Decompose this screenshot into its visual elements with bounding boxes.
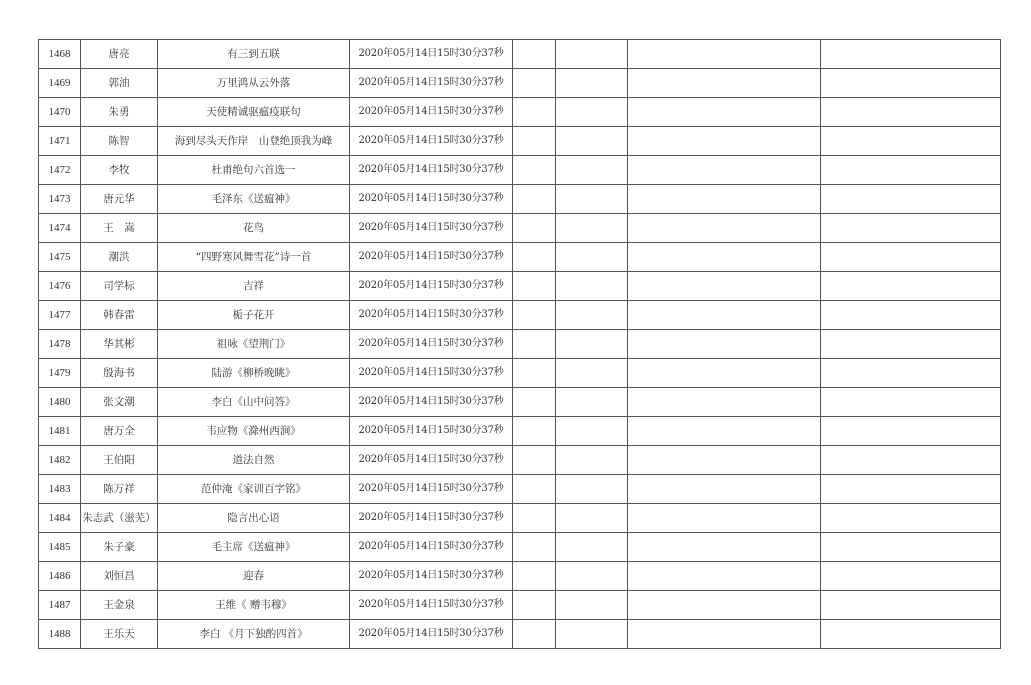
entry-title: 陆游《柳桥晚眺》: [158, 359, 350, 388]
empty-cell: [821, 388, 1001, 417]
table-row: [39, 243, 1001, 272]
empty-cell: [556, 127, 628, 156]
entry-title: 海到尽头天作岸 山登绝顶我为峰: [158, 127, 350, 156]
entry-name: 郭油: [81, 69, 158, 98]
entry-name: 唐万全: [81, 417, 158, 446]
table-row: [39, 446, 1001, 475]
entry-title: 花鸟: [158, 214, 350, 243]
entry-name: 张文潮: [81, 388, 158, 417]
entry-id: 1478: [39, 330, 81, 359]
entry-time: 2020年05月14日15时30分37秒: [350, 214, 513, 243]
empty-cell: [513, 417, 556, 446]
empty-cell: [513, 475, 556, 504]
table-row: [39, 98, 1001, 127]
entry-name: 韩春雷: [81, 301, 158, 330]
empty-cell: [821, 620, 1001, 649]
empty-cell: [556, 185, 628, 214]
entry-time: 2020年05月14日15时30分37秒: [350, 562, 513, 591]
empty-cell: [821, 475, 1001, 504]
empty-cell: [513, 388, 556, 417]
empty-cell: [556, 562, 628, 591]
empty-cell: [556, 330, 628, 359]
empty-cell: [513, 359, 556, 388]
entry-name: 唐亮: [81, 40, 158, 69]
entry-title: 迎春: [158, 562, 350, 591]
entry-id: 1469: [39, 69, 81, 98]
empty-cell: [821, 562, 1001, 591]
entry-id: 1470: [39, 98, 81, 127]
entry-time: 2020年05月14日15时30分37秒: [350, 620, 513, 649]
empty-cell: [513, 446, 556, 475]
empty-cell: [556, 417, 628, 446]
table-row: [39, 359, 1001, 388]
entry-title: 韦应物《滁州西涧》: [158, 417, 350, 446]
table-row: [39, 40, 1001, 69]
entry-id: 1479: [39, 359, 81, 388]
empty-cell: [556, 620, 628, 649]
entry-time: 2020年05月14日15时30分37秒: [350, 417, 513, 446]
entry-title: 祖咏《望荆门》: [158, 330, 350, 359]
table-row: [39, 417, 1001, 446]
entry-id: 1484: [39, 504, 81, 533]
empty-cell: [821, 214, 1001, 243]
empty-cell: [556, 98, 628, 127]
empty-cell: [628, 446, 821, 475]
entry-time: 2020年05月14日15时30分37秒: [350, 446, 513, 475]
empty-cell: [628, 504, 821, 533]
empty-cell: [556, 359, 628, 388]
entry-id: 1477: [39, 301, 81, 330]
empty-cell: [628, 359, 821, 388]
entries-table: [38, 39, 1001, 649]
table-row: [39, 620, 1001, 649]
empty-cell: [513, 98, 556, 127]
entry-time: 2020年05月14日15时30分37秒: [350, 301, 513, 330]
empty-cell: [821, 446, 1001, 475]
empty-cell: [556, 214, 628, 243]
empty-cell: [821, 69, 1001, 98]
entry-name: 王金泉: [81, 591, 158, 620]
empty-cell: [556, 243, 628, 272]
empty-cell: [513, 272, 556, 301]
entry-id: 1486: [39, 562, 81, 591]
empty-cell: [628, 156, 821, 185]
entry-name: 华其彬: [81, 330, 158, 359]
empty-cell: [513, 156, 556, 185]
empty-cell: [821, 156, 1001, 185]
entry-title: 天使精诚驱瘟疫联句: [158, 98, 350, 127]
empty-cell: [513, 127, 556, 156]
entry-title: “四野寒风舞雪花”诗一首: [158, 243, 350, 272]
table-row: [39, 562, 1001, 591]
entry-id: 1487: [39, 591, 81, 620]
empty-cell: [821, 330, 1001, 359]
empty-cell: [628, 330, 821, 359]
empty-cell: [628, 185, 821, 214]
table-row: [39, 214, 1001, 243]
empty-cell: [628, 620, 821, 649]
entry-id: 1468: [39, 40, 81, 69]
entry-time: 2020年05月14日15时30分37秒: [350, 40, 513, 69]
entry-id: 1473: [39, 185, 81, 214]
entry-name: 唐元华: [81, 185, 158, 214]
entry-time: 2020年05月14日15时30分37秒: [350, 359, 513, 388]
entry-id: 1472: [39, 156, 81, 185]
empty-cell: [628, 301, 821, 330]
table-row: [39, 69, 1001, 98]
empty-cell: [556, 446, 628, 475]
entry-time: 2020年05月14日15时30分37秒: [350, 127, 513, 156]
empty-cell: [628, 533, 821, 562]
entry-time: 2020年05月14日15时30分37秒: [350, 591, 513, 620]
entry-name: 殷海书: [81, 359, 158, 388]
empty-cell: [513, 533, 556, 562]
empty-cell: [821, 591, 1001, 620]
table-row: [39, 272, 1001, 301]
empty-cell: [821, 243, 1001, 272]
empty-cell: [513, 562, 556, 591]
empty-cell: [556, 156, 628, 185]
entry-id: 1471: [39, 127, 81, 156]
table-row: [39, 127, 1001, 156]
empty-cell: [556, 533, 628, 562]
empty-cell: [556, 504, 628, 533]
empty-cell: [513, 591, 556, 620]
entry-name: 朱勇: [81, 98, 158, 127]
entry-time: 2020年05月14日15时30分37秒: [350, 330, 513, 359]
empty-cell: [821, 127, 1001, 156]
table-row: [39, 301, 1001, 330]
entry-title: 李白 《月下独酌四首》: [158, 620, 350, 649]
entry-id: 1485: [39, 533, 81, 562]
empty-cell: [628, 69, 821, 98]
empty-cell: [821, 533, 1001, 562]
empty-cell: [628, 562, 821, 591]
table-row: [39, 475, 1001, 504]
entry-id: 1481: [39, 417, 81, 446]
entry-time: 2020年05月14日15时30分37秒: [350, 69, 513, 98]
entry-name: 王伯阳: [81, 446, 158, 475]
empty-cell: [821, 301, 1001, 330]
empty-cell: [628, 591, 821, 620]
empty-cell: [513, 40, 556, 69]
empty-cell: [513, 69, 556, 98]
empty-cell: [821, 272, 1001, 301]
entry-id: 1475: [39, 243, 81, 272]
table-row: [39, 591, 1001, 620]
empty-cell: [513, 185, 556, 214]
entry-name: 陈万祥: [81, 475, 158, 504]
empty-cell: [821, 40, 1001, 69]
empty-cell: [821, 504, 1001, 533]
entry-time: 2020年05月14日15时30分37秒: [350, 156, 513, 185]
empty-cell: [513, 330, 556, 359]
entry-name: 王乐天: [81, 620, 158, 649]
entry-name: 陈智: [81, 127, 158, 156]
entry-time: 2020年05月14日15时30分37秒: [350, 98, 513, 127]
table-row: [39, 185, 1001, 214]
empty-cell: [628, 127, 821, 156]
empty-cell: [556, 301, 628, 330]
entry-id: 1488: [39, 620, 81, 649]
entry-id: 1474: [39, 214, 81, 243]
empty-cell: [821, 98, 1001, 127]
empty-cell: [821, 417, 1001, 446]
entry-title: 隐言出心语: [158, 504, 350, 533]
table-row: [39, 533, 1001, 562]
empty-cell: [556, 69, 628, 98]
entry-title: 毛主席《送瘟神》: [158, 533, 350, 562]
empty-cell: [556, 272, 628, 301]
entry-title: 万里鸿从云外落: [158, 69, 350, 98]
empty-cell: [556, 40, 628, 69]
entry-time: 2020年05月14日15时30分37秒: [350, 185, 513, 214]
entry-title: 李白《山中问答》: [158, 388, 350, 417]
entry-time: 2020年05月14日15时30分37秒: [350, 243, 513, 272]
entry-title: 有三到五联: [158, 40, 350, 69]
empty-cell: [556, 591, 628, 620]
entry-name: 朱志武（滋芜）: [81, 504, 158, 533]
entry-time: 2020年05月14日15时30分37秒: [350, 504, 513, 533]
entry-id: 1480: [39, 388, 81, 417]
empty-cell: [556, 388, 628, 417]
empty-cell: [556, 475, 628, 504]
entry-title: 吉祥: [158, 272, 350, 301]
entry-name: 朱子豪: [81, 533, 158, 562]
entry-title: 栀子花开: [158, 301, 350, 330]
empty-cell: [513, 214, 556, 243]
entry-name: 王 嵩: [81, 214, 158, 243]
entry-name: 司学标: [81, 272, 158, 301]
empty-cell: [628, 243, 821, 272]
empty-cell: [513, 243, 556, 272]
table-row: [39, 330, 1001, 359]
table-row: [39, 504, 1001, 533]
entry-time: 2020年05月14日15时30分37秒: [350, 475, 513, 504]
table-row: [39, 388, 1001, 417]
entry-time: 2020年05月14日15时30分37秒: [350, 533, 513, 562]
entry-id: 1476: [39, 272, 81, 301]
entry-time: 2020年05月14日15时30分37秒: [350, 272, 513, 301]
entry-name: 潮洪: [81, 243, 158, 272]
empty-cell: [513, 504, 556, 533]
empty-cell: [628, 98, 821, 127]
empty-cell: [628, 475, 821, 504]
entry-name: 李牧: [81, 156, 158, 185]
empty-cell: [628, 417, 821, 446]
entry-name: 刘恒昌: [81, 562, 158, 591]
empty-cell: [628, 214, 821, 243]
entry-title: 道法自然: [158, 446, 350, 475]
empty-cell: [821, 185, 1001, 214]
entry-title: 杜甫绝句六首选一: [158, 156, 350, 185]
entry-title: 毛泽东《送瘟神》: [158, 185, 350, 214]
empty-cell: [628, 388, 821, 417]
entry-title: 范仲淹《家训百字铭》: [158, 475, 350, 504]
empty-cell: [821, 359, 1001, 388]
table-row: [39, 156, 1001, 185]
entry-id: 1483: [39, 475, 81, 504]
empty-cell: [628, 272, 821, 301]
entry-time: 2020年05月14日15时30分37秒: [350, 388, 513, 417]
empty-cell: [513, 301, 556, 330]
empty-cell: [513, 620, 556, 649]
empty-cell: [628, 40, 821, 69]
entry-title: 王维《 赠韦穆》: [158, 591, 350, 620]
entry-id: 1482: [39, 446, 81, 475]
